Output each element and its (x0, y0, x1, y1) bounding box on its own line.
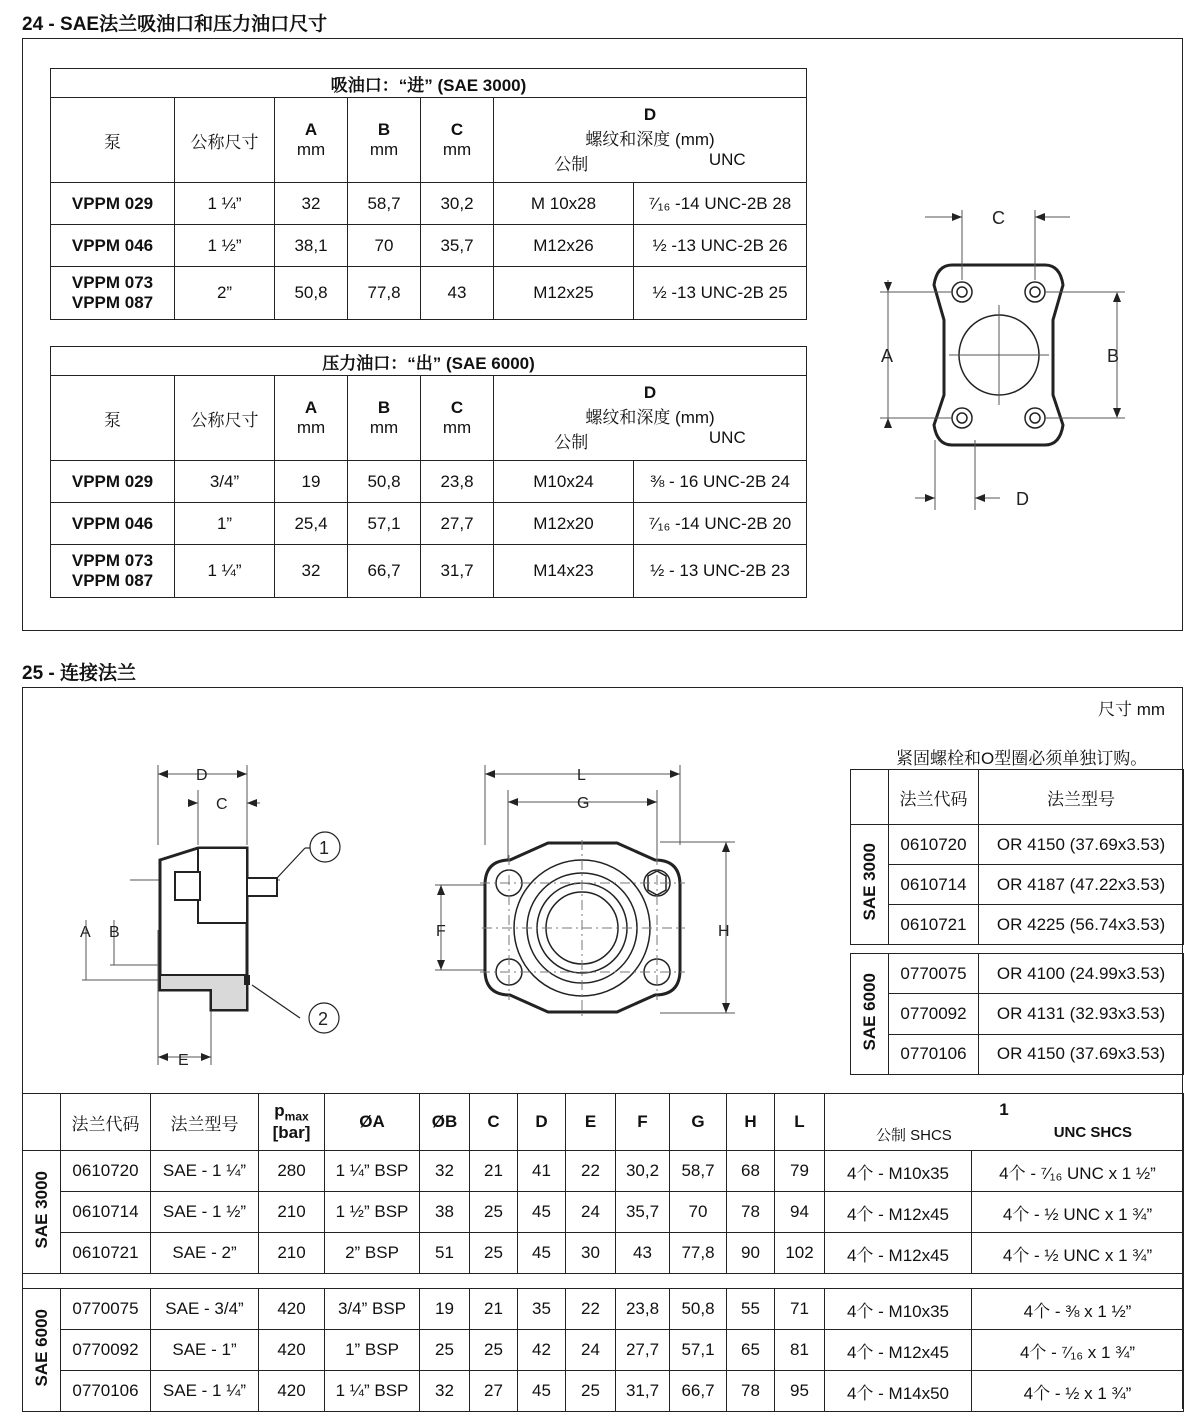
table-row: 0770106 SAE - 1 ¼” 420 1 ¼” BSP 32 27 45 25 31,7 66,7 78 95 4个 - M14x50 4个 - ½ x 1 ¾” (23, 1371, 1184, 1412)
header-b: B mm (348, 98, 421, 183)
table-row: SAE 6000 0770075 SAE - 3/4” 420 3/4” BSP 19 21 35 22 23,8 50,8 55 71 4个 - M10x35 4个 - ⅜ x 1 ½” (23, 1289, 1184, 1330)
header-d: D 螺纹和深度 (mm) 公制 UNC (494, 98, 807, 183)
dim-label-e: E (178, 1052, 189, 1069)
table-row: SAE 3000 0610720 SAE - 1 ¼” 280 1 ¼” BSP 32 21 41 22 30,2 58,7 68 79 4个 - M10x35 4个 - ⁷⁄₁₆ UNC x 1 ½” (23, 1151, 1184, 1192)
table-row: VPPM 046 1” 25,4 57,1 27,7 M12x20 ⁷⁄₁₆ -14 UNC-2B 20 (51, 503, 807, 545)
dim-label-c: C (992, 208, 1005, 228)
table-row: VPPM 073 VPPM 087 1 ¼” 32 66,7 31,7 M14x23 ½ - 13 UNC-2B 23 (51, 545, 807, 598)
dim-label-f: F (436, 923, 446, 940)
table-row: VPPM 046 1 ½” 38,1 70 35,7 M12x26 ½ -13 UNC-2B 26 (51, 225, 807, 267)
oring-table-sae6000: SAE 6000 0770075 OR 4100 (24.99x3.53) 0770092 OR 4131 (32.93x3.53) 0770106 OR 4150 (37.69x3.53) (850, 953, 1184, 1075)
pressure-port-table: 压力油口：“出” (SAE 6000) 泵 公称尺寸 A mm B mm C mm D 螺纹和深度 (mm) 公制 UNC VPPM 029 3/4” 19 50,8 23,8 M10x24 ⅜ - 16 UNC-2B 24 VPPM 046 1” 25,4 57,1 27,7 M12x20 ⁷⁄₁₆ -14 UNC-2B 20 VPPM 073 VPPM 087 1 ¼” 32 66,7 31,7 M14x23 ½ - 13 UNC-2B 23 (50, 346, 807, 598)
header-pump: 泵 (51, 98, 175, 183)
dim-label-a: A (80, 924, 91, 941)
dim-label-b: B (109, 924, 120, 941)
dim-label-c: C (216, 796, 228, 813)
dim-label-d: D (1016, 489, 1029, 509)
dim-label-d: D (196, 767, 208, 784)
header-a: A mm (275, 98, 348, 183)
suction-port-table (50, 68, 807, 320)
table-row: 0610714 SAE - 1 ½” 210 1 ½” BSP 38 25 45 24 35,7 70 78 94 4个 - M12x45 4个 - ½ UNC x 1 ¾” (23, 1192, 1184, 1233)
table-row: 0770092 SAE - 1” 420 1” BSP 25 25 42 24 27,7 57,1 65 81 4个 - M12x45 4个 - ⁷⁄₁₆ x 1 ¾” (23, 1330, 1184, 1371)
section-25-title: 25 - 连接法兰 (22, 663, 137, 684)
header-c: C mm (421, 98, 494, 183)
port-flange-diagram (860, 195, 1160, 525)
flange-side-view-diagram (70, 760, 370, 1080)
table-row: VPPM 029 1 ¼” 32 58,7 30,2 M 10x28 ⁷⁄₁₆ -14 UNC-2B 28 (51, 183, 807, 225)
flange-front-view-diagram (430, 760, 750, 1080)
unit-note: 尺寸 mm (1098, 700, 1166, 719)
table-row: VPPM 073 VPPM 087 2” 50,8 77,8 43 M12x25 ½ -13 UNC-2B 25 (51, 267, 807, 320)
dim-label-l: L (577, 767, 586, 784)
suction-table-title: 吸油口：“进” (SAE 3000) (51, 69, 807, 98)
table-row: VPPM 029 3/4” 19 50,8 23,8 M10x24 ⅜ - 16 UNC-2B 24 (51, 461, 807, 503)
table-row: 0610721 SAE - 2” 210 2” BSP 51 25 45 30 43 77,8 90 102 4个 - M12x45 4个 - ½ UNC x 1 ¾” (23, 1233, 1184, 1274)
dim-label-a: A (881, 346, 894, 366)
dim-label-g: G (577, 795, 590, 812)
order-note: 紧固螺栓和O型圈必须单独订购。 (896, 749, 1148, 768)
callout-2: 2 (318, 1009, 329, 1029)
flange-dimension-table: 法兰代码 法兰型号 $p_{max}$ [bar] ØA ØB C D E F G H L 1 公制 SHCS UNC SHCS SAE 3000 0610720 SAE - 1 ¼” 280 1 ¼” BSP 32 21 41 22 30,2 58,7 68 79 4个 - M10x35 4个 - ⁷⁄₁₆ UNC x 1 ½” 0610714 SAE - 1 ½” 210 1 ½” BSP 38 25 45 24 35,7 70 78 94 4个 - M12x45 4个 - ½ UNC x 1 ¾” 0610721 SAE - 2” 210 2” BSP 51 25 45 30 43 77,8 90 102 4个 - M12x45 4个 - ½ UNC x 1 ¾” SAE 6000 0770075 SAE - 3/4” 420 3/4” BSP 19 21 35 22 23,8 50,8 55 71 4个 - M10x35 4个 - ⅜ x 1 ½” 0770092 SAE - 1” 420 1” BSP 25 25 42 24 27,7 57,1 65 81 4个 - M12x45 4个 - ⁷⁄₁₆ x 1 ¾” 0770106 SAE - 1 ¼” 420 1 ¼” BSP 32 27 45 25 31,7 66,7 78 95 4个 - M14x50 4个 - ½ x 1 ¾” (22, 1093, 1184, 1412)
callout-1: 1 (319, 838, 330, 858)
pressure-table-title: 压力油口：“出” (SAE 6000) (51, 347, 807, 376)
header-nominal: 公称尺寸 (175, 98, 275, 183)
dim-label-h: H (718, 923, 730, 940)
section-24-title: 24 - SAE法兰吸油口和压力油口尺寸 (22, 14, 328, 35)
dim-label-b: B (1107, 346, 1120, 366)
oring-table-sae3000: 法兰代码 法兰型号 SAE 3000 0610720 OR 4150 (37.69x3.53) 0610714 OR 4187 (47.22x3.53) 0610721 OR 4225 (56.74x3.53) (850, 769, 1184, 945)
